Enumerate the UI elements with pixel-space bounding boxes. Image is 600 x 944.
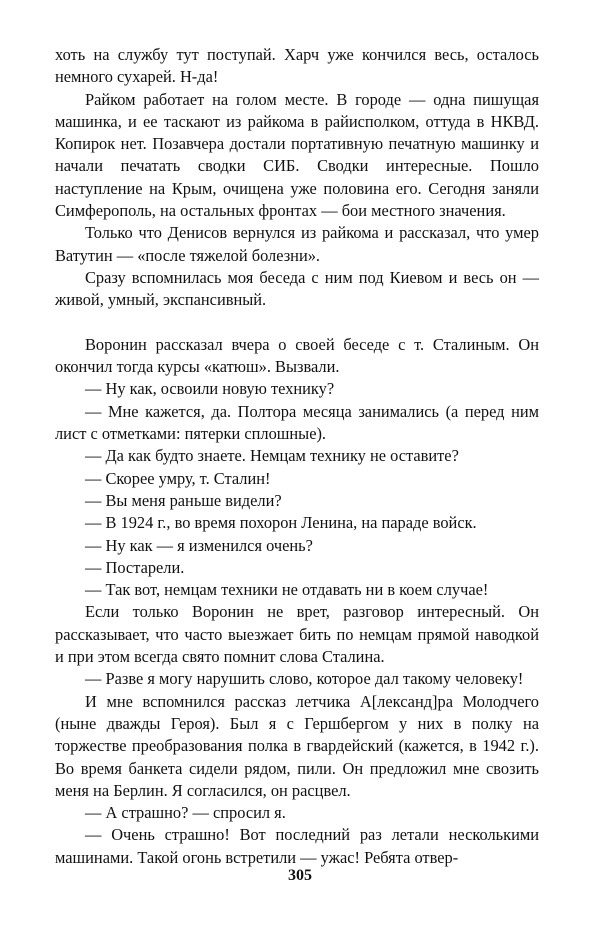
dialogue-line: — Разве я могу нарушить слово, которое дал такому человеку!: [85, 669, 524, 689]
dialogue-line: — А страшно? — спросил я.: [85, 803, 286, 823]
paragraph-voronin-comment: Если только Воронин не врет, разговор интересный. Он рассказывает, что часто выезжает бить по немцам прямой наводкой и при этом всегда свято помнит слова Сталина.: [55, 602, 539, 667]
dialogue-line: — Ну как — я изменился очень?: [85, 535, 313, 555]
dialogue-line: — Очень страшно! Вот последний раз летали несколькими машинами. Такой огонь встретили — ужас! Ребята отвер-: [55, 825, 539, 867]
page-text-body: [55, 44, 539, 869]
paragraph-raikom: Райком работает на голом месте. В городе — одна пишущая машинка, и ее таскают из райкома в райисполком, оттуда в НКВД. Копирок нет. Позавчера достали портативную печатную машинку и начали печатать сводки СИБ. Сводки интересные. Пошло наступление на Крым, очищена уже половина его. Сегодня заняли Симферополь, на остальных фронтах — бои местного значения.: [55, 89, 539, 221]
section-gap: [55, 312, 539, 334]
dialogue-line: — Вы меня раньше видели?: [85, 490, 282, 510]
paragraph-continuation: хоть на службу тут поступай. Харч уже кончился весь, осталось немного сухарей. Н-да!: [55, 45, 539, 87]
dialogue-line: — Постарели.: [85, 557, 185, 577]
dialogue-line: — Так вот, немцам техники не отдавать ни в коем случае!: [85, 580, 489, 600]
dialogue-line: — Ну как, освоили новую технику?: [85, 379, 335, 399]
paragraph-voronin: Воронин рассказал вчера о своей беседе с т. Сталиным. Он окончил тогда курсы «катюш». Вызвали.: [55, 334, 539, 377]
paragraph-vatutin: Только что Денисов вернулся из райкома и рассказал, что умер Ватутин — «после тяжелой болезни».: [55, 223, 539, 265]
dialogue-line: — В 1924 г., во время похорон Ленина, на параде войск.: [85, 513, 477, 533]
paragraph-memory-kiev: Сразу вспомнилась моя беседа с ним под Киевом и весь он — живой, умный, экспансивный.: [55, 267, 539, 310]
dialogue-line: — Скорее умру, т. Сталин!: [85, 468, 271, 488]
paragraph-molodchy: И мне вспомнился рассказ летчика А[лександ]ра Молодчего (ныне дважды Героя). Был я с Гершбергом у них в полку на торжестве преобразования полка в гвардейский (кажется, в 1942 г.). Во время банкета сидели рядом, пили. Он предложил мне свозить меня на Берлин. Я согласился, он расцвел.: [55, 691, 539, 800]
dialogue-line: — Да как будто знаете. Немцам технику не оставите?: [85, 446, 459, 466]
dialogue-line: — Мне кажется, да. Полтора месяца занимались (а перед ним лист с отметками: пятерки сплошные).: [55, 401, 539, 444]
page-number: 305: [288, 867, 312, 884]
